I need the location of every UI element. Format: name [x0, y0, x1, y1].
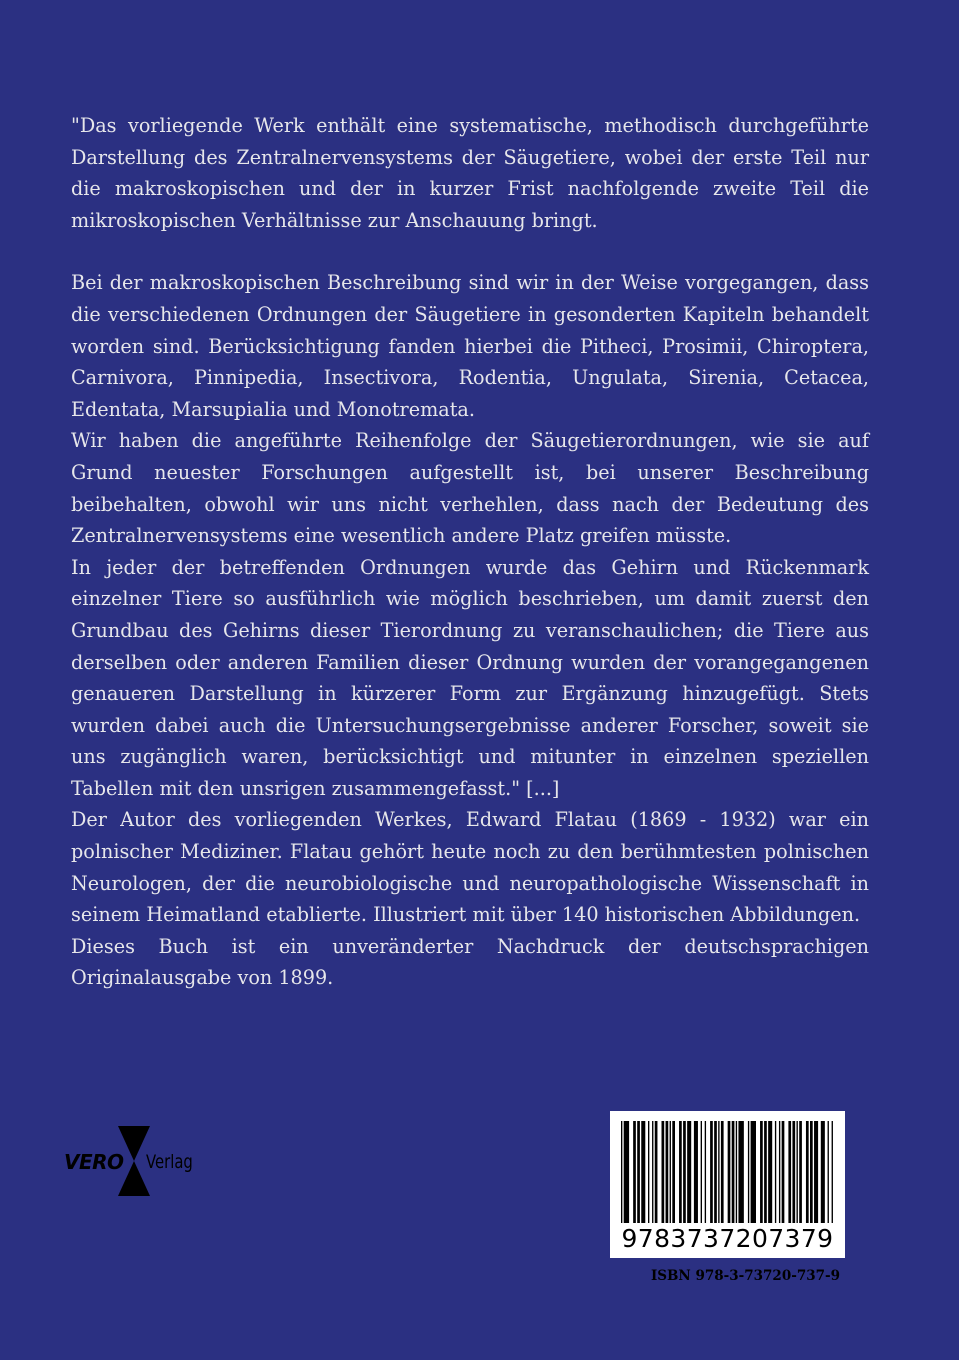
barcode-bar — [705, 1121, 706, 1223]
barcode-bar — [832, 1121, 833, 1223]
blurb-paragraph-intro-quote: "Das vorliegende Werk enthält eine systematische, methodisch durchgeführte Darstellung des Zentralnervensystems der Säugetiere, wobei der erste Teil nur die makroskopischen und der in kurzer Frist nachfolgende zweite Teil die mikroskopischen Verhältnisse zur Anschauung bringt. — [71, 114, 869, 232]
logo-vero-text: VERO — [64, 1150, 124, 1174]
barcode-bar — [751, 1121, 756, 1223]
barcode-bar — [736, 1121, 737, 1223]
barcode — [610, 1111, 845, 1258]
barcode-bar — [792, 1121, 795, 1223]
barcode-bar — [694, 1121, 698, 1223]
barcode-bar — [679, 1121, 682, 1223]
barcode-bar — [828, 1121, 829, 1223]
logo-verlag-text: Verlag — [146, 1151, 193, 1173]
barcode-bar — [652, 1121, 653, 1223]
barcode-bar — [683, 1121, 686, 1223]
barcode-bar — [633, 1121, 636, 1223]
barcode-bar — [748, 1121, 749, 1223]
blurb-paragraph-method: Bei der makroskopischen Beschreibung sind wir in der Weise vorgegangen, dass die verschiedenen Ordnungen der Säugetiere in gesonderten Kapiteln behandelt worden sind. Berücksichtigung fanden hierbei die Pitheci, Prosimii, Chiroptera, Carnivora, Pinnipedia, Insectivora, Rodentia, Ungulata, Sirenia, Cetacea, Edentata, Marsupialia und Monotremata. — [71, 271, 869, 421]
barcode-bar — [621, 1121, 622, 1223]
barcode-bar — [687, 1121, 691, 1223]
barcode-bar — [775, 1121, 776, 1223]
barcode-bar — [710, 1121, 713, 1223]
barcode-bar — [768, 1121, 772, 1223]
blurb-paragraph-order: Wir haben die angeführte Reihenfolge der Säugetierordnungen, wie sie auf Grund neuester Forschungen aufgestellt ist, bei unserer Beschreibung beibehalten, obwohl wir uns nicht verhehlen, dass nach der Bedeutung des Zentralnervensystems eine wesentlich andere Platz greifen müsste. — [71, 429, 869, 548]
barcode-bar — [701, 1121, 702, 1223]
blurb-paragraph-reprint-note: Dieses Buch ist ein unveränderter Nachdruck der deutschsprachigen Originalausgabe von 1899. — [71, 934, 869, 990]
barcode-bar — [760, 1121, 763, 1223]
isbn-label: ISBN 978-3-73720-737-9 — [650, 1268, 840, 1284]
barcode-digits: 9783737207379 — [621, 1224, 834, 1253]
barcode-bar — [806, 1121, 809, 1223]
publisher-logo — [64, 1126, 194, 1196]
barcode-bar — [799, 1121, 802, 1223]
barcode-bar — [810, 1121, 813, 1223]
barcode-bar — [666, 1121, 669, 1223]
barcode-bar — [782, 1121, 785, 1223]
blurb-text — [71, 110, 869, 994]
barcode-bar — [641, 1121, 645, 1223]
barcode-bar — [764, 1121, 767, 1223]
barcode-bar — [655, 1121, 658, 1223]
barcode-bar — [662, 1121, 665, 1223]
barcode-bar — [637, 1121, 640, 1223]
barcode-bar — [797, 1121, 798, 1223]
barcode-bar — [718, 1121, 719, 1223]
barcode-bar — [648, 1121, 649, 1223]
barcode-bar — [732, 1121, 735, 1223]
barcode-bar — [738, 1121, 743, 1223]
barcode-bar — [721, 1121, 724, 1223]
barcode-bar — [821, 1121, 825, 1223]
barcode-bar — [779, 1121, 780, 1223]
barcode-icon — [621, 1121, 834, 1223]
barcode-bar — [814, 1121, 818, 1223]
barcode-bar — [728, 1121, 731, 1223]
barcode-bar — [714, 1121, 717, 1223]
barcode-bar — [672, 1121, 675, 1223]
barcode-bar — [670, 1121, 671, 1223]
blurb-paragraph-author: Der Autor des vorliegenden Werkes, Edward Flatau (1869 - 1932) war ein polnischer Mediziner. Flatau gehört heute noch zu den berühmtesten polnischen Neurologen, der die neurobiologische und neuropathologische Wissenschaft in seinem Heimatland etablierte. Illustriert mit über 140 historischen Abbildungen. — [71, 808, 869, 927]
barcode-bar — [788, 1121, 791, 1223]
blurb-paragraph-description: In jeder der betreffenden Ordnungen wurde das Gehirn und Rückenmark einzelner Tiere so ausführlich wie möglich beschrieben, um damit zuerst den Grundbau des Gehirns dieser Tierordnung zu veranschaulichen; die Tiere aus derselben oder anderen Familien dieser Ordnung wurden der vorangegangenen genaueren Darstellung in kürzerer Form zur Ergänzung hinzugefügt. Stets wurden dabei auch die Untersuchungsergebnisse anderer Forscher, soweit sie uns zugänglich waren, berücksichtigt und mitunter in einzelnen speziellen Tabellen mit den unsrigen zusammengefasst." [...] — [71, 555, 869, 800]
barcode-bar — [624, 1121, 629, 1223]
